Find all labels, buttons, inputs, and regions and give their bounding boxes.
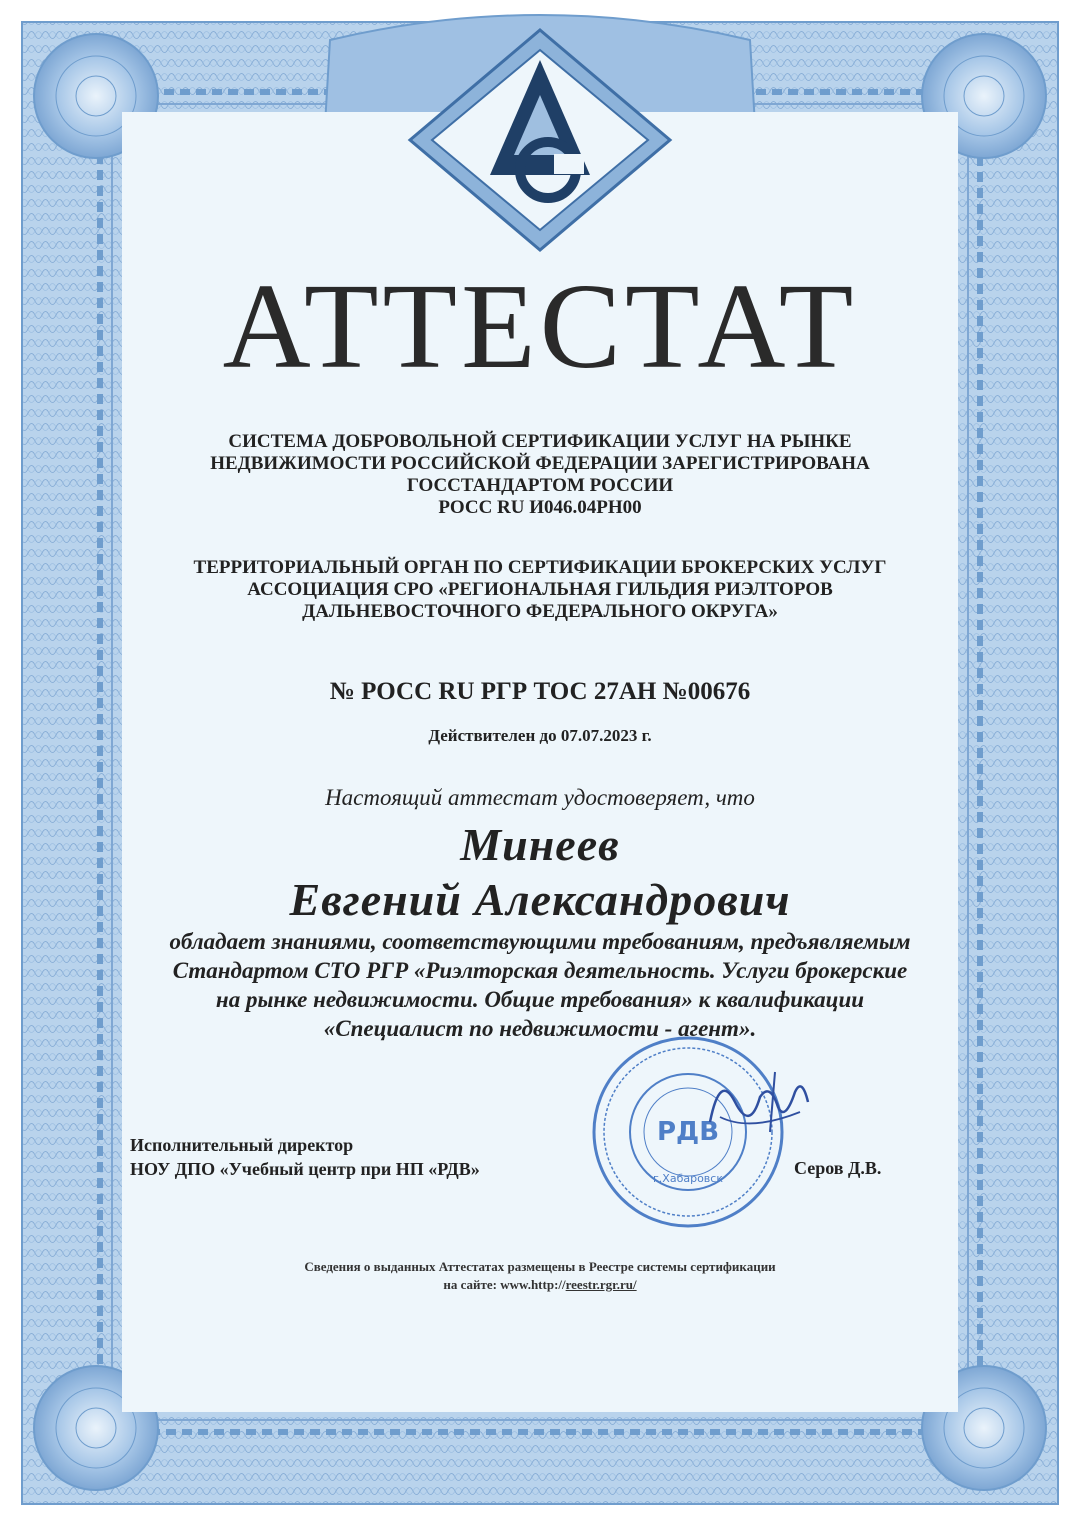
footer-site-line <box>0 1276 1080 1294</box>
registry-footer <box>0 1258 1080 1294</box>
organ-line: ДАЛЬНЕВОСТОЧНОГО ФЕДЕРАЛЬНОГО ОКРУГА» <box>302 601 778 622</box>
footer-line: Сведения о выданных Аттестатах размещены в Реестре системы сертификации <box>304 1259 776 1274</box>
holder-surname: Минеев <box>460 819 620 870</box>
description-line: Стандартом СТО РГР «Риэлторская деятельность. Услуги брокерские <box>172 958 908 983</box>
handwritten-signature <box>690 1062 820 1152</box>
registry-link[interactable]: reestr.rgr.ru/ <box>565 1277 637 1292</box>
system-line: НЕДВИЖИМОСТИ РОССИЙСКОЙ ФЕДЕРАЦИИ ЗАРЕГИСТРИРОВАНА <box>210 453 870 474</box>
organ-line: АССОЦИАЦИЯ СРО «РЕГИОНАЛЬНАЯ ГИЛЬДИЯ РИЭЛТОРОВ <box>247 579 833 600</box>
description-line: «Специалист по недвижимости - агент». <box>323 1016 757 1041</box>
certification-system-block <box>0 431 1080 519</box>
registration-number: № РОСС RU РГР ТОС 27АН №00676 <box>329 678 751 705</box>
signer-organization: НОУ ДПО «Учебный центр при НП «РДВ» <box>130 1159 480 1179</box>
description-line: обладает знаниями, соответствующими требованиям, предъявляемым <box>169 929 911 954</box>
system-registration-code: РОСС RU И046.04РН00 <box>438 497 642 518</box>
qualification-description <box>0 927 1080 1043</box>
certifies-intro: Настоящий аттестат удостоверяет, что <box>325 785 755 810</box>
system-line: СИСТЕМА ДОБРОВОЛЬНОЙ СЕРТИФИКАЦИИ УСЛУГ НА РЫНКЕ <box>228 431 852 452</box>
certificate-title: АТТЕСТАТ <box>222 259 858 394</box>
system-line: ГОССТАНДАРТОМ РОССИИ <box>406 475 674 496</box>
svg-text:РДВ: РДВ <box>656 1117 720 1147</box>
as-logo-icon <box>390 20 690 260</box>
stamp-city: г.Хабаровск <box>653 1172 723 1185</box>
signer-name: Серов Д.В. <box>794 1158 882 1178</box>
footer-site-prefix: на сайте: www.http:// <box>443 1277 566 1292</box>
validity-date: Действителен до 07.07.2023 г. <box>428 726 652 745</box>
certification-organ-block <box>0 557 1080 623</box>
signer-block <box>130 1133 480 1181</box>
signer-position: Исполнительный директор <box>130 1135 354 1155</box>
description-line: на рынке недвижимости. Общие требования» к квалификации <box>215 987 865 1012</box>
organ-line: ТЕРРИТОРИАЛЬНЫЙ ОРГАН ПО СЕРТИФИКАЦИИ БРОКЕРСКИХ УСЛУГ <box>193 557 887 578</box>
holder-given-names: Евгений Александрович <box>289 874 791 925</box>
